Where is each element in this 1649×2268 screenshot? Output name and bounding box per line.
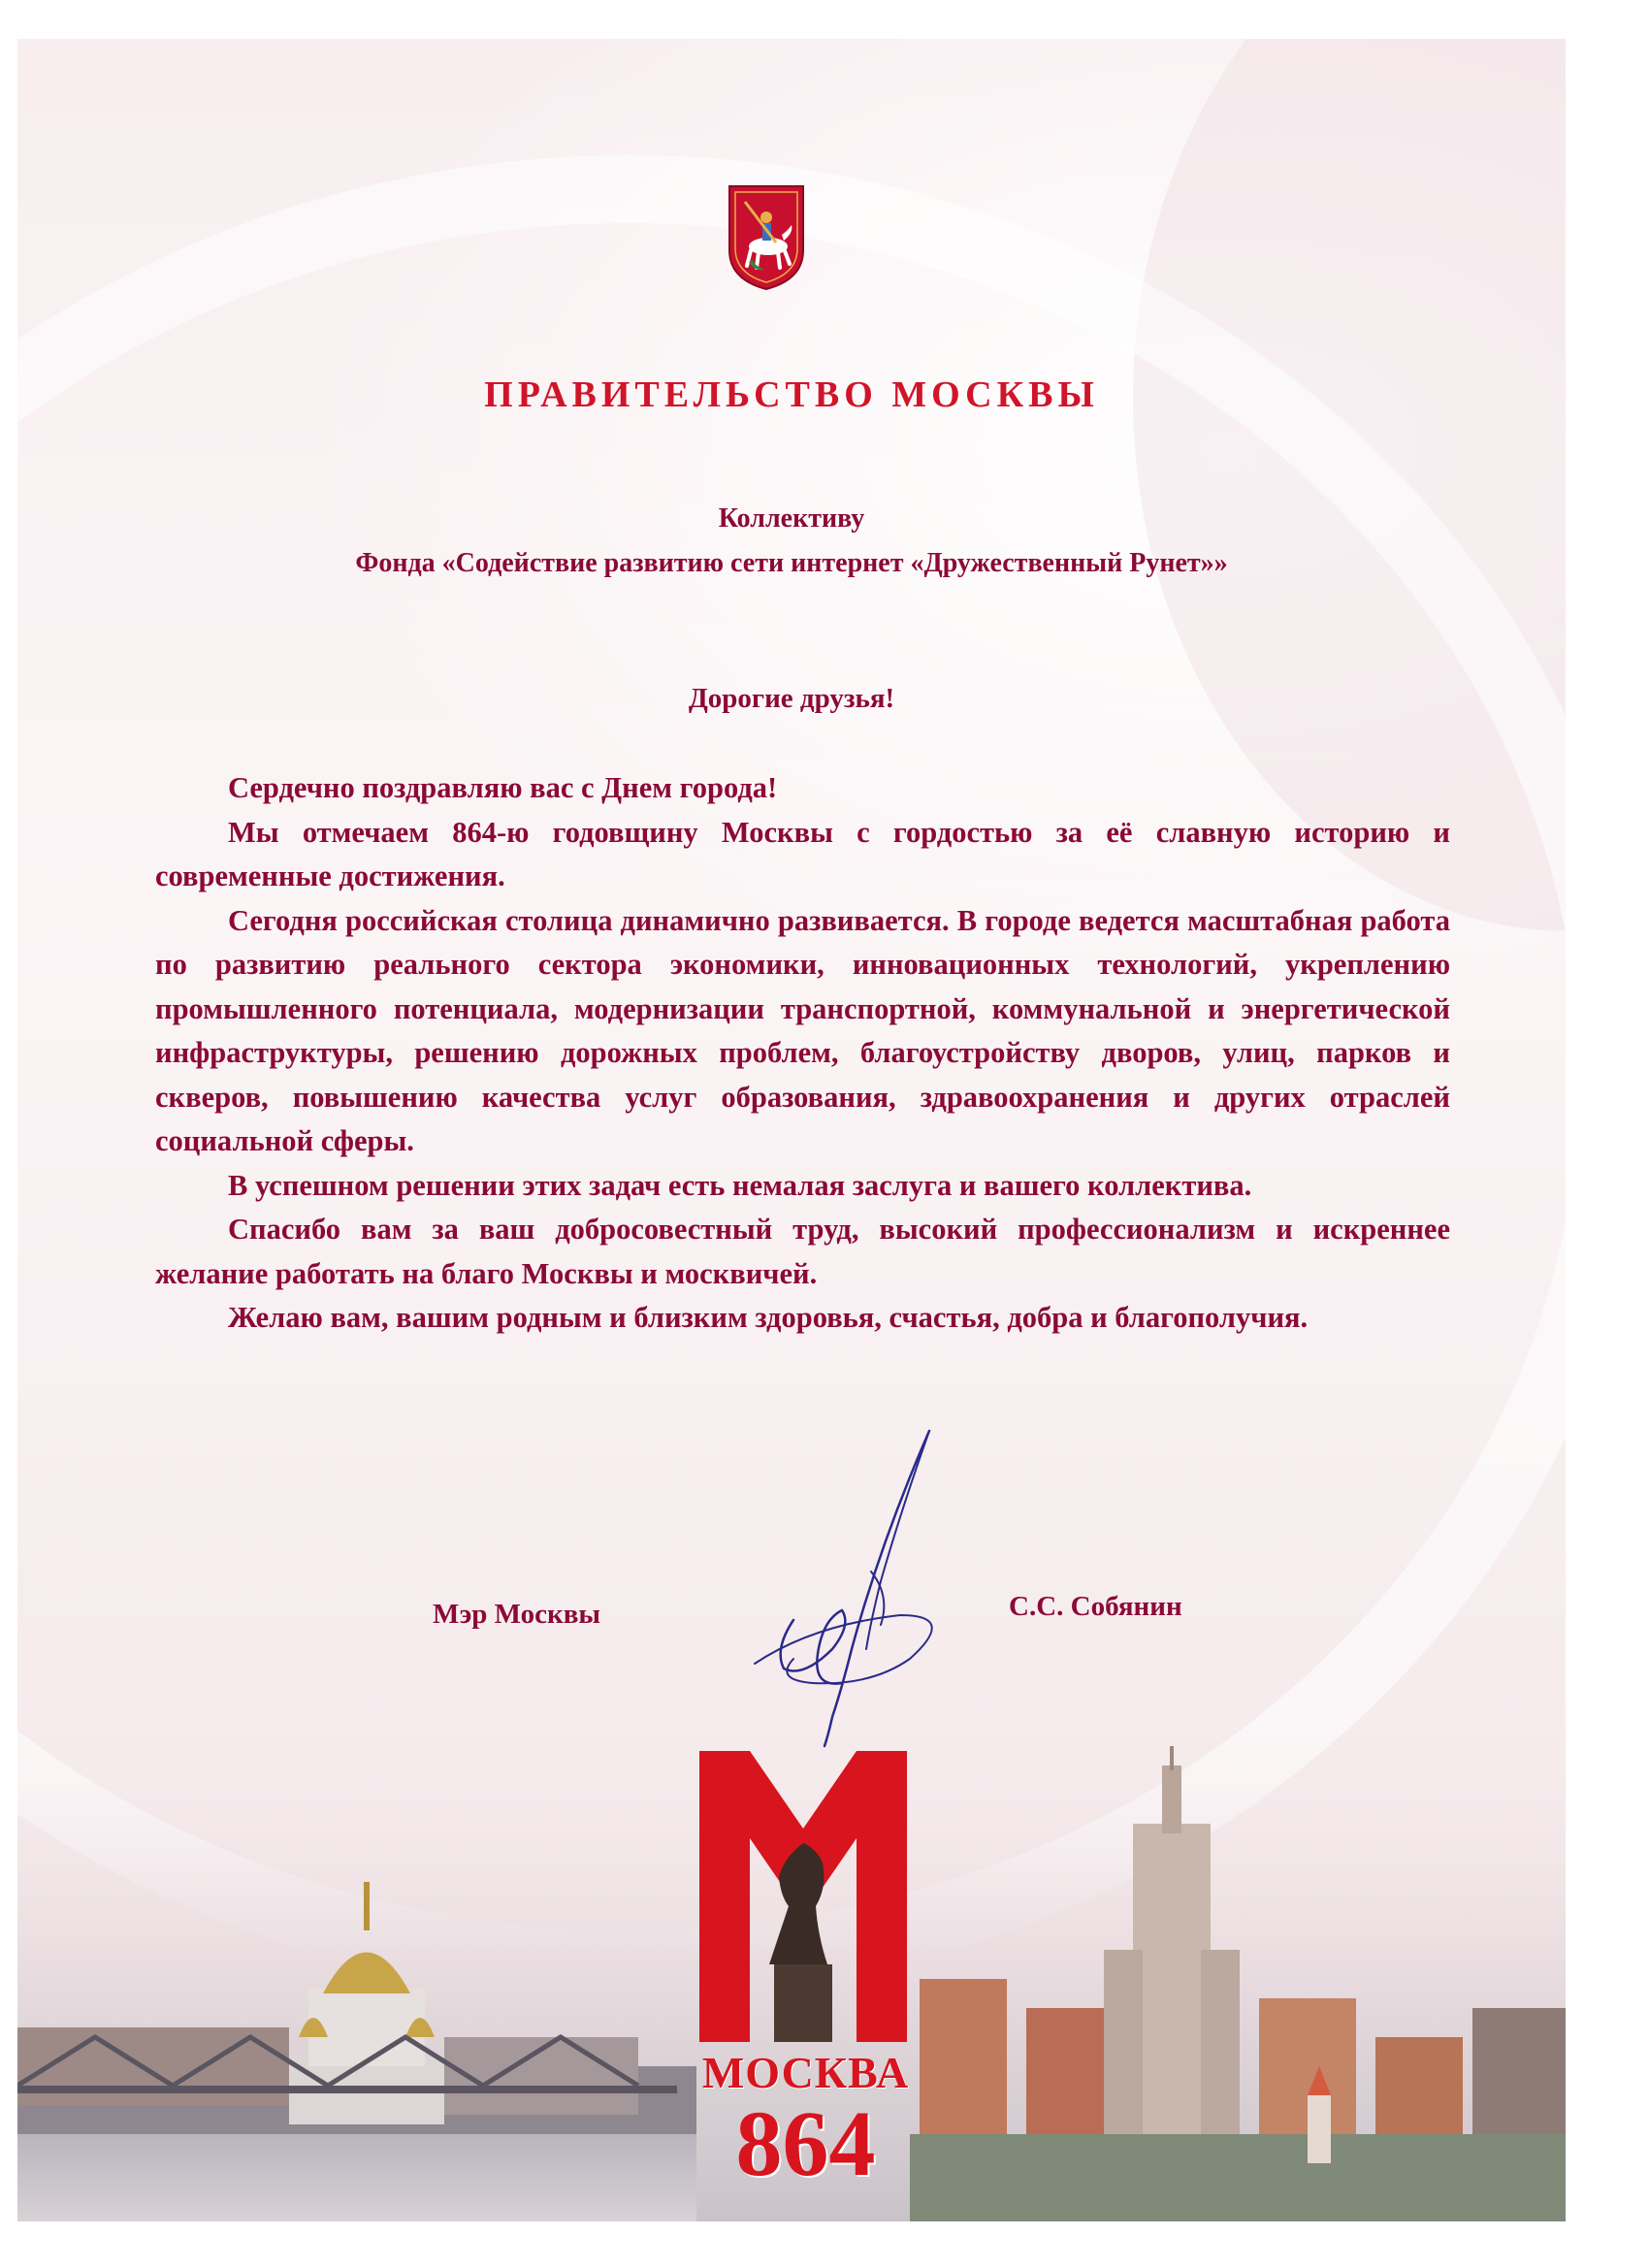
paragraph-6: Желаю вам, вашим родным и близким здоровья, счастья, добра и благополучия. — [228, 1301, 1309, 1334]
paragraph-3: Сегодня российская столица динамично развивается. В городе ведется масштабная работа по развитию реального сектора экономики, инновационных технологий, укреплению промышленного потенциала, модернизации транспортной, коммунальной и энергетической инфраструктуры, решению дорожных проблем, благоустройству дворов, улиц, парков и скверов, повышению качества услуг образования, здравоохранения и других отраслей социальной сферы. — [155, 903, 1450, 1157]
moscow-coat-of-arms-icon — [726, 182, 807, 291]
letter-body — [155, 766, 1450, 1341]
addressee-line-2: Фонда «Содействие развитию сети интернет «Дружественный Рунет»» — [355, 548, 1228, 578]
addressee-line-1: Коллективу — [718, 503, 865, 534]
government-title: ПРАВИТЕЛЬСТВО МОСКВЫ — [484, 374, 1099, 415]
paragraph-5: Спасибо вам за ваш добросовестный труд, высокий профессионализм и искреннее желание работать на благо Москвы и москвичей. — [155, 1213, 1450, 1290]
signatory-role: Мэр Москвы — [433, 1599, 601, 1630]
addressee-block — [17, 497, 1566, 586]
letter-sheet — [17, 39, 1566, 2221]
greeting: Дорогие друзья! — [688, 683, 895, 714]
logo-word: МОСКВА — [701, 2048, 910, 2097]
signatory-name: С.С. Собянин — [1009, 1591, 1182, 1622]
handwritten-signature — [735, 1426, 958, 1756]
paragraph-4: В успешном решении этих задач есть немалая заслуга и вашего коллектива. — [228, 1168, 1252, 1202]
paragraph-1: Сердечно поздравляю вас с Днем города! — [228, 771, 778, 804]
paragraph-2: Мы отмечаем 864-ю годовщину Москвы с гордостью за её славную историю и современные достижения. — [155, 815, 1450, 892]
logo-number: 864 — [735, 2091, 876, 2195]
